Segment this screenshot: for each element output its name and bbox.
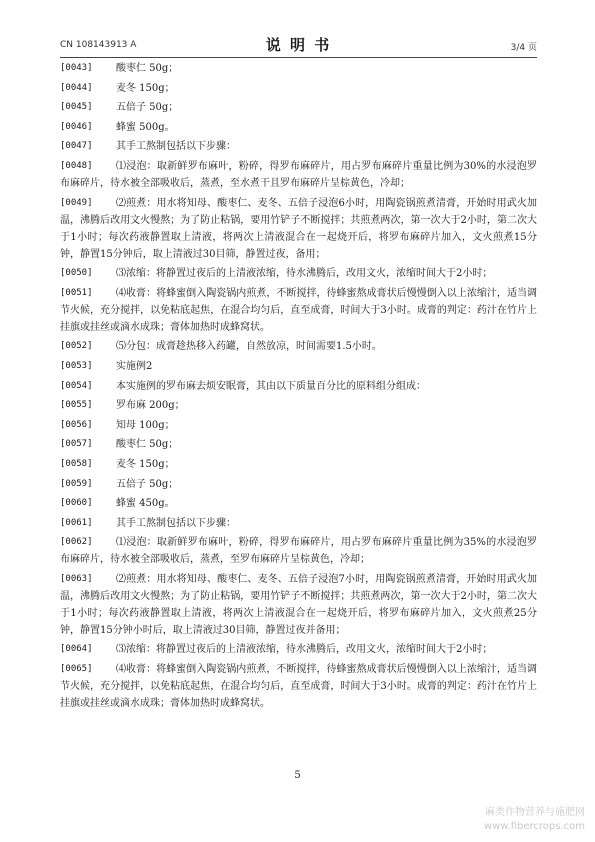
paragraph-text: 麦冬 150g；	[116, 458, 175, 470]
paragraph-number: [0060]	[60, 498, 93, 509]
header-divider	[60, 57, 537, 58]
document-title: 说 明 书	[265, 36, 332, 54]
paragraph	[60, 158, 537, 192]
paragraph-number: [0045]	[60, 102, 93, 113]
paragraph-text: 酸枣仁 50g；	[116, 63, 179, 74]
paragraph-number: [0047]	[60, 141, 93, 152]
paragraph-text: 知母 100g；	[116, 419, 175, 431]
paragraph-number: [0059]	[60, 478, 93, 489]
paragraph-number: [0061]	[60, 517, 93, 528]
paragraph-number: [0055]	[60, 400, 93, 411]
paragraph-number: [0056]	[60, 419, 93, 430]
paragraph	[60, 60, 537, 77]
paragraph	[60, 534, 537, 568]
paragraph-text: ⑴浸泡：取新鲜罗布麻叶，粉碎，得罗布麻碎片，用占罗布麻碎片重量比例为35%的水浸泡罗布麻碎片，待水被全部吸收后，蒸煮，至罗布麻碎片呈棕黄色，冷却；	[60, 537, 537, 566]
paragraph-text: ⑸分包：成膏趁热移入药罐，自然放凉，时间需要1.5小时。	[116, 341, 382, 353]
paragraph	[60, 515, 537, 532]
paragraph	[60, 358, 537, 375]
paragraph	[60, 195, 537, 263]
paragraph-number: [0058]	[60, 458, 93, 469]
document-body	[60, 60, 537, 712]
paragraph-text: 五倍子 50g；	[116, 102, 179, 114]
paragraph-text: ⑶浓缩：将静置过夜后的上清液浓缩，待水沸腾后，改用文火，浓缩时间大于2小时；	[116, 644, 493, 656]
paragraph	[60, 456, 537, 473]
paragraph	[60, 338, 537, 355]
paragraph-number: [0053]	[60, 360, 93, 371]
paragraph-number: [0057]	[60, 439, 93, 450]
paragraph-number: [0063]	[60, 573, 93, 584]
paragraph-number: [0054]	[60, 380, 93, 391]
paragraph-text: 酸枣仁 50g；	[116, 439, 179, 451]
paragraph	[60, 495, 537, 512]
paragraph-number: [0048]	[60, 160, 93, 171]
paragraph-number: [0065]	[60, 664, 93, 675]
paragraph-text: ⑵煎煮：用水将知母、酸枣仁、麦冬、五倍子浸泡7小时，用陶瓷锅煎煮清膏，开始时用武火加温，沸腾后改用文火慢熬；为了防止粘锅，要用竹铲子不断搅拌；共煎煮两次，第一次大于2小时，第二次大于1小时；每次药液静置取上清液，将两次上清液混合在一起烧开后，将罗布麻碎片加入，文火煎煮25分钟，静置15分钟小时后，取上清液过30目筛，静置过夜并备用；	[60, 573, 537, 636]
paragraph-number: [0044]	[60, 82, 93, 93]
paragraph	[60, 99, 537, 116]
paragraph-text: ⑴浸泡：取新鲜罗布麻叶，粉碎，得罗布麻碎片，用占罗布麻碎片重量比例为30%的水浸泡罗布麻碎片，待水被全部吸收后，蒸煮，至水煮干且罗布麻碎片呈棕黄色，冷却；	[60, 160, 537, 189]
paragraph-number: [0062]	[60, 537, 93, 548]
paragraph	[60, 476, 537, 493]
paragraph	[60, 138, 537, 155]
watermark	[484, 806, 585, 834]
watermark-site-name: 麻类作物营养与施肥网	[485, 807, 585, 818]
paragraph-number: [0046]	[60, 121, 93, 132]
paragraph-text: 蜂蜜 450g。	[116, 498, 175, 510]
page-indicator: 3/4 页	[510, 43, 537, 53]
paragraph-text: 其手工熬制包括以下步骤：	[116, 517, 236, 529]
paragraph-text: ⑷收膏：将蜂蜜倒入陶瓷锅内煎煮，不断搅拌，待蜂蜜熬成膏状后慢慢倒入以上浓缩汁，适当调节火候，充分搅拌，以免粘底起焦，在混合均匀后，直至成膏，时间大于3小时。成膏的判定：药汁在竹片上挂旗或挂丝或滴水成珠；膏体加热时成蜂窝状。	[60, 664, 537, 710]
paragraph	[60, 119, 537, 136]
paragraph-text: 本实施例的罗布麻去烦安眠膏，其由以下质量百分比的原料组分组成：	[116, 380, 426, 392]
paragraph-text: 五倍子 50g；	[116, 478, 179, 490]
paragraph-number: [0049]	[60, 197, 93, 208]
paragraph	[60, 378, 537, 395]
paragraph-text: 麦冬 150g；	[116, 82, 175, 94]
paragraph	[60, 80, 537, 97]
patent-number: CN 108143913 A	[60, 40, 137, 50]
paragraph-text: 蜂蜜 500g。	[116, 121, 175, 133]
paragraph-number: [0050]	[60, 268, 93, 279]
page-header	[60, 34, 537, 56]
paragraph-number: [0052]	[60, 341, 93, 352]
paragraph-text: ⑵煎煮：用水将知母、酸枣仁、麦冬、五倍子浸泡6小时，用陶瓷锅煎煮清膏，开始时用武火加温，沸腾后改用文火慢熬；为了防止粘锅，要用竹铲子不断搅拌；共煎煮两次，第一次大于2小时，第二次大于1小时；每次药液静置取上清液，将两次上清液混合在一起烧开后，将罗布麻碎片加入，文火煎煮15分钟，静置15分钟后，取上清液过30目筛，静置过夜，备用；	[60, 197, 537, 260]
paragraph-number: [0064]	[60, 644, 93, 655]
paragraph-text: ⑶浓缩：将静置过夜后的上清液浓缩，待水沸腾后，改用文火，浓缩时间大于2小时；	[116, 268, 493, 280]
paragraph	[60, 641, 537, 658]
paragraph-number: [0043]	[60, 63, 93, 73]
paragraph	[60, 285, 537, 336]
paragraph	[60, 265, 537, 282]
paragraph-text: 实施例2	[116, 360, 153, 372]
paragraph-text: ⑷收膏：将蜂蜜倒入陶瓷锅内煎煮，不断搅拌，待蜂蜜熬成膏状后慢慢倒入以上浓缩汁，适当调节火候，充分搅拌，以免粘底起焦，在混合均匀后，直至成膏，时间大于3小时。成膏的判定：药汁在竹片上挂旗或挂丝或滴水成珠；膏体加热时成蜂窝状。	[60, 287, 537, 333]
paragraph-number: [0051]	[60, 287, 93, 298]
page-number: 5	[294, 770, 301, 781]
watermark-url: www.fibercrops.com	[483, 821, 585, 832]
paragraph-text: 罗布麻 200g；	[116, 400, 185, 412]
paragraph	[60, 436, 537, 453]
paragraph	[60, 397, 537, 414]
paragraph	[60, 571, 537, 639]
paragraph-text: 其手工熬制包括以下步骤：	[116, 141, 236, 153]
paragraph	[60, 417, 537, 434]
paragraph	[60, 661, 537, 712]
